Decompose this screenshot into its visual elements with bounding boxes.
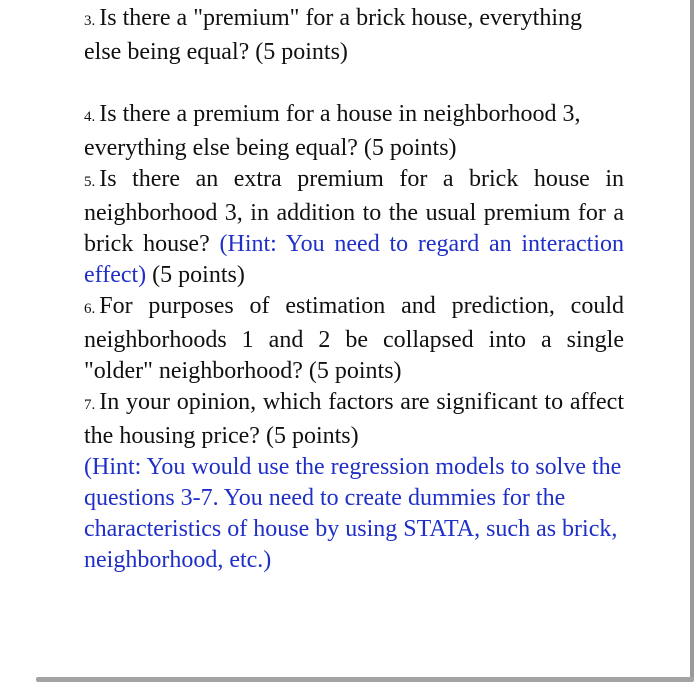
question-6 (84, 291, 624, 387)
question-4 (84, 99, 624, 164)
question-7 (84, 387, 624, 452)
question-4-number: 4. (84, 109, 96, 125)
question-5 (84, 164, 624, 291)
question-5-number: 5. (84, 174, 96, 190)
question-7-text: In your opinion, which factors are significant to affect the housing price? (5 points) (84, 389, 624, 449)
question-list (84, 3, 624, 576)
question-7-number: 7. (84, 397, 96, 413)
question-5-hint: (Hint: You need to regard an interaction effect) (84, 231, 624, 288)
question-3-number: 3. (84, 13, 96, 29)
question-6-number: 6. (84, 301, 96, 317)
scrollbar-edge (690, 0, 694, 680)
question-3 (84, 3, 624, 68)
question-4-text: Is there a premium for a house in neighborhood 3, everything else being equal? (5 points) (84, 101, 581, 161)
question-6-text: For purposes of estimation and prediction, could neighborhoods 1 and 2 be collapsed into a single "older" neighborhood? (5 points) (84, 293, 624, 384)
question-5-points: (5 points) (152, 262, 245, 288)
question-3-text: Is there a "premium" for a brick house, everything else being equal? (5 points) (84, 5, 583, 65)
question-5-text: Is there an extra premium for a brick house in neighborhood 3, in addition to the usual premium for a brick house? (84, 166, 624, 257)
bottom-divider (36, 677, 694, 682)
final-hint: (Hint: You would use the regression models to solve the questions 3-7. You need to create dummies for the characteristics of house by using STATA, such as brick, neighborhood, etc.) (84, 454, 622, 573)
